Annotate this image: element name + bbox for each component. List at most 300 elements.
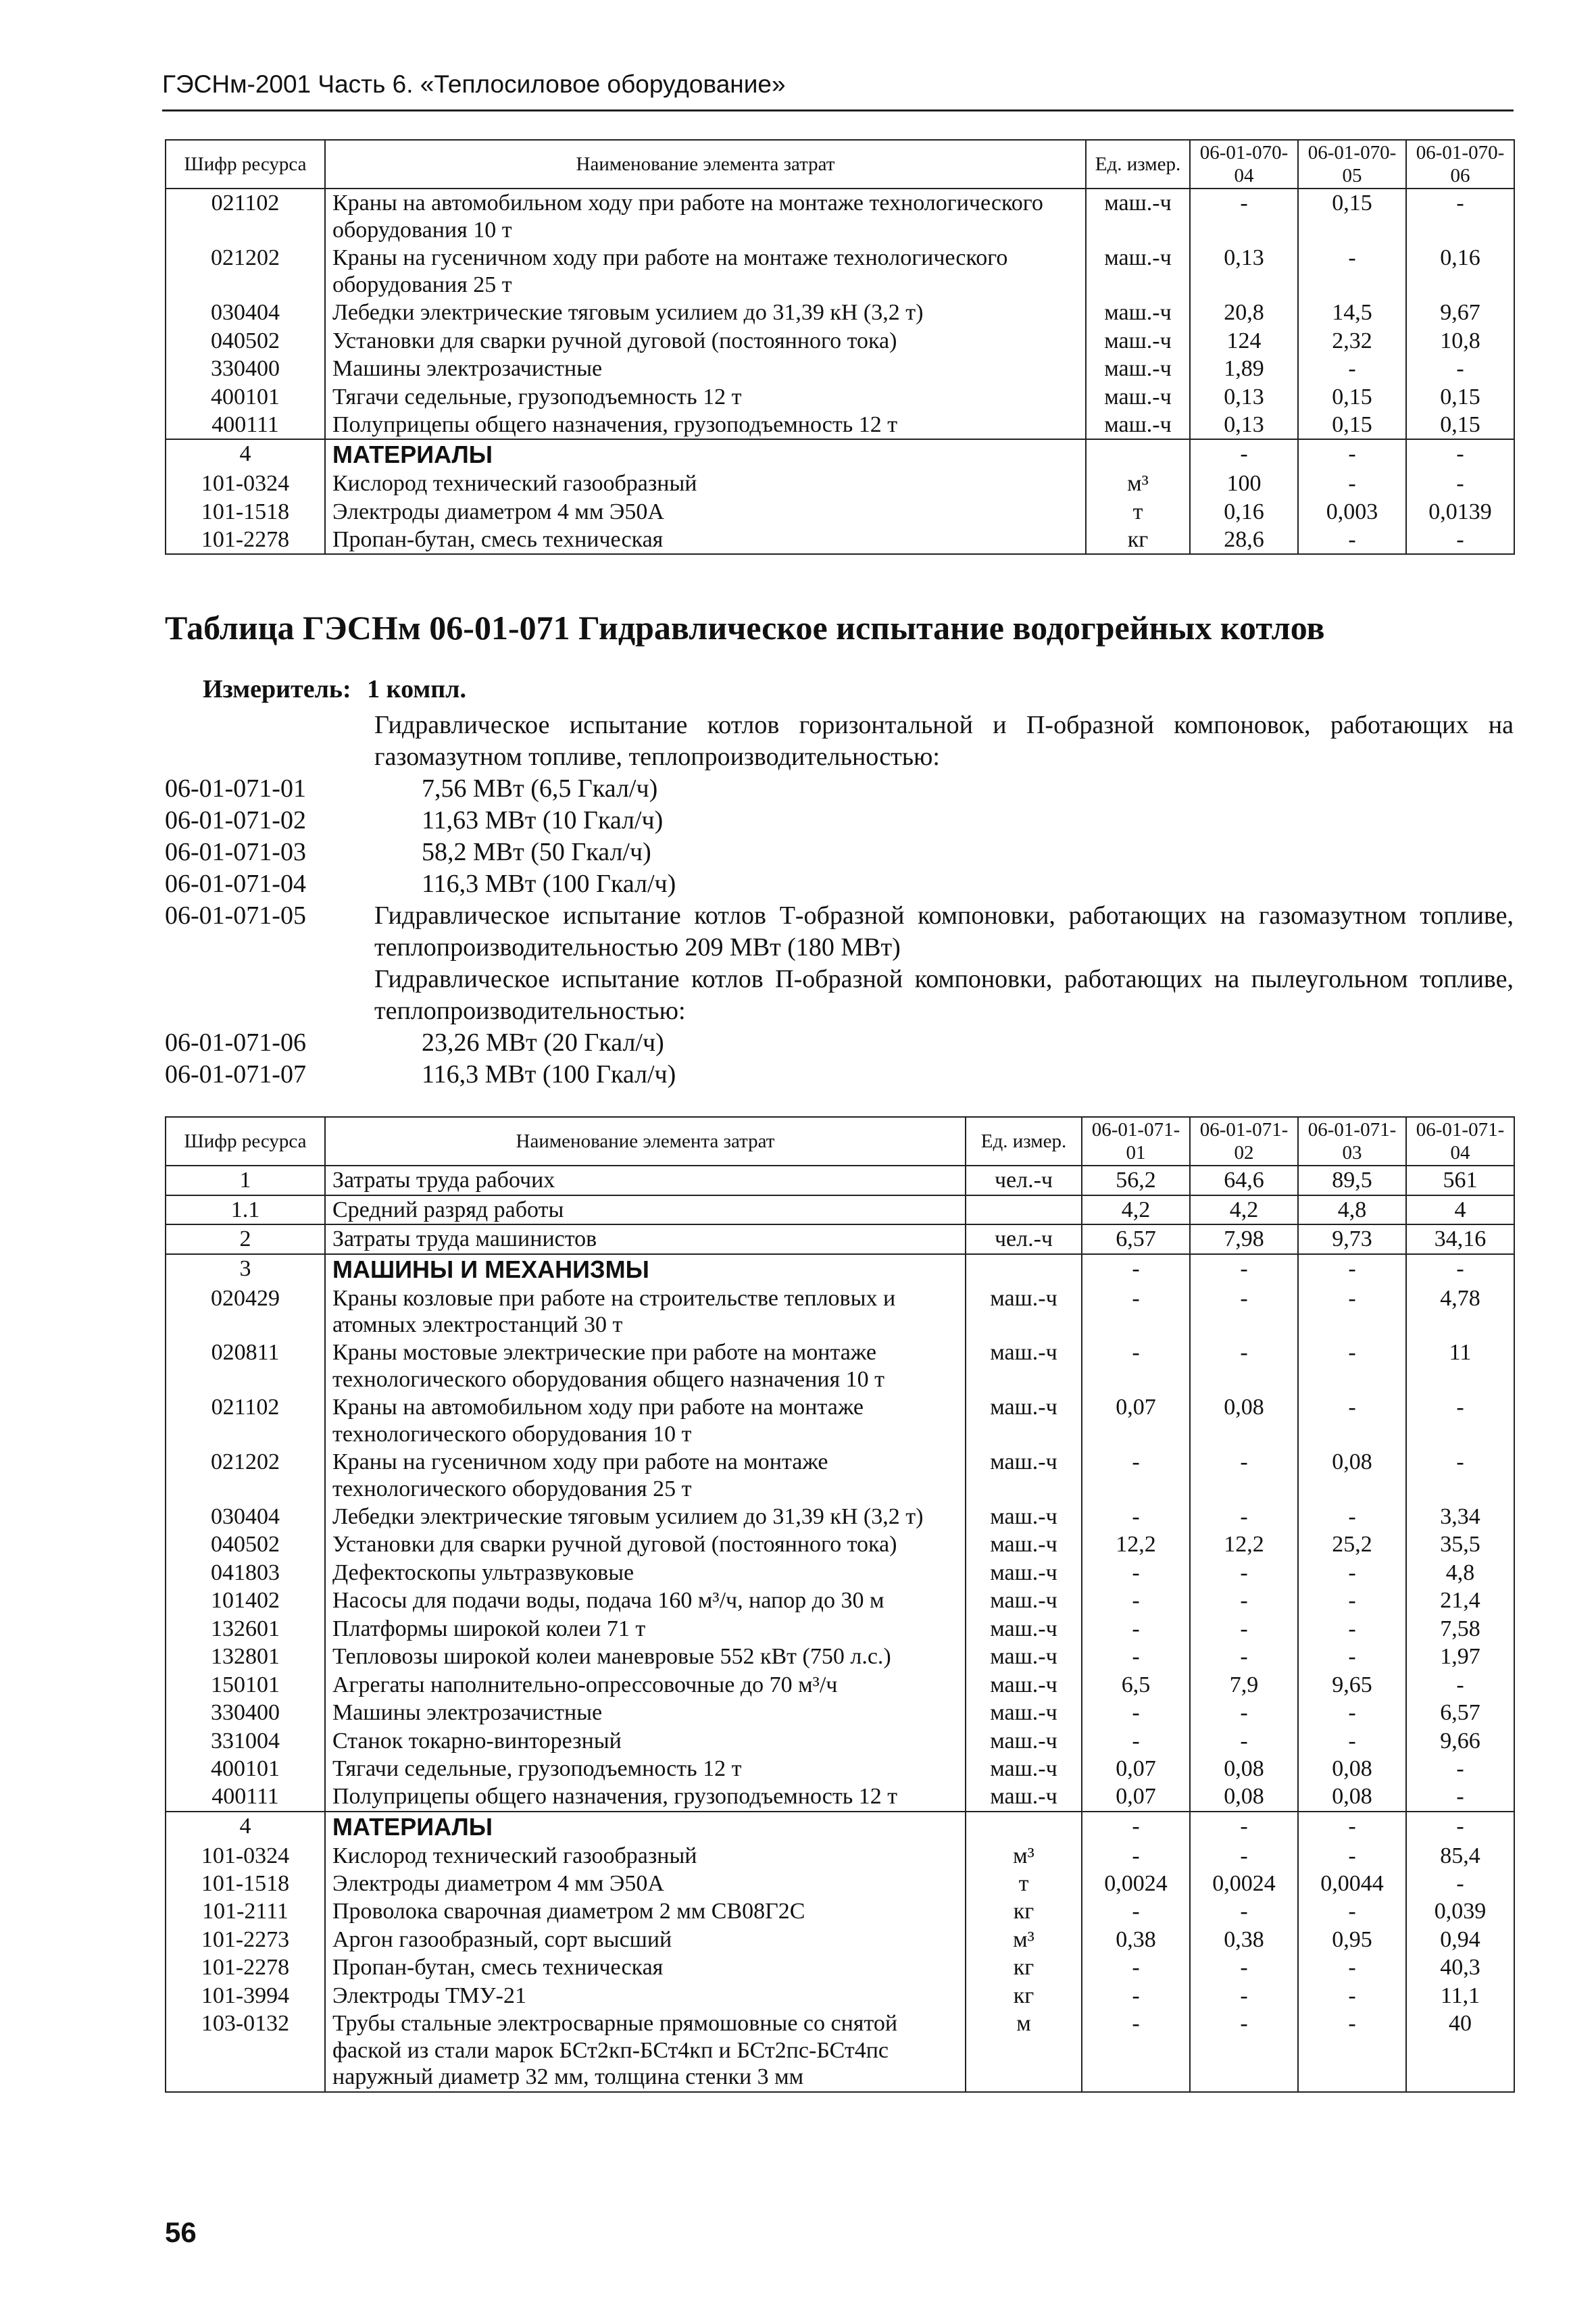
resource-name: Установки для сварки ручной дуговой (постоянного тока) <box>325 1530 966 1558</box>
table-row <box>166 1448 1514 1503</box>
resource-name: Кислород технический газообразный <box>325 1842 966 1870</box>
norm-code-item <box>165 1027 1514 1059</box>
norm-value: 1,89 <box>1190 355 1298 382</box>
norm-code: 06-01-071-04 <box>165 870 306 898</box>
norm-code <box>165 710 374 773</box>
table-title: Таблица ГЭСНм 06-01-071 Гидравлическое испытание водогрейных котлов <box>165 609 1325 647</box>
norm-value: - <box>1190 1587 1298 1614</box>
norm-value: - <box>1082 1699 1190 1726</box>
resource-code: 132601 <box>166 1615 325 1643</box>
norm-description: 11,63 МВт (10 Гкал/ч) <box>422 806 664 835</box>
resource-name: Лебедки электрические тяговым усилием до 31,39 кН (3,2 т) <box>325 1503 966 1530</box>
norm-value: 9,73 <box>1298 1224 1406 1253</box>
norm-value: 6,5 <box>1082 1671 1190 1699</box>
unit-of-measure: маш.-ч <box>966 1783 1082 1811</box>
table-row <box>166 1953 1514 1981</box>
table-row <box>166 1393 1514 1448</box>
norm-value: 21,4 <box>1406 1587 1514 1614</box>
unit-of-measure: маш.-ч <box>1086 244 1190 299</box>
resource-code: 101-1518 <box>166 1870 325 1897</box>
norm-value: 0,07 <box>1082 1755 1190 1783</box>
norm-code: 06-01-071-01 <box>165 774 306 803</box>
norm-value: - <box>1082 1643 1190 1670</box>
norm-code <box>165 964 374 1027</box>
resource-name: Лебедки электрические тяговым усилием до 31,39 кН (3,2 т) <box>325 299 1086 326</box>
norm-value: - <box>1298 1615 1406 1643</box>
norm-value: - <box>1190 1285 1298 1339</box>
table-row <box>166 526 1514 554</box>
norm-value: - <box>1082 1727 1190 1755</box>
table-header-row <box>166 1117 1514 1166</box>
unit-of-measure: маш.-ч <box>1086 189 1190 244</box>
norm-value: - <box>1190 1812 1298 1842</box>
norm-value: - <box>1298 1812 1406 1842</box>
norm-value: - <box>1190 1842 1298 1870</box>
norm-value: - <box>1298 1503 1406 1530</box>
norm-value: 0,08 <box>1190 1755 1298 1783</box>
resource-code: 030404 <box>166 1503 325 1530</box>
norm-value: - <box>1082 1587 1190 1614</box>
norm-value: 0,13 <box>1190 411 1298 439</box>
norm-value: 0,07 <box>1082 1393 1190 1448</box>
resource-code: 101-3994 <box>166 1982 325 2010</box>
norm-value: 0,94 <box>1406 1926 1514 1953</box>
unit-of-measure: маш.-ч <box>966 1448 1082 1503</box>
col-header-unit: Ед. измер. <box>1086 140 1190 189</box>
resource-name: Кислород технический газообразный <box>325 470 1086 497</box>
unit-of-measure: м³ <box>1086 470 1190 497</box>
norm-value: - <box>1082 1897 1190 1925</box>
norm-value: 0,13 <box>1190 383 1298 411</box>
resource-name: Проволока сварочная диаметром 2 мм СВ08Г2С <box>325 1897 966 1925</box>
resource-table-070 <box>165 139 1515 555</box>
table-row <box>166 244 1514 299</box>
page-number: 56 <box>165 2216 197 2248</box>
norm-value: 4,2 <box>1082 1195 1190 1224</box>
resource-code: 4 <box>166 1812 325 1842</box>
norm-code: 06-01-071-05 <box>165 901 306 930</box>
resource-name: Краны на гусеничном ходу при работе на монтаже технологического оборудования 25 т <box>325 1448 966 1503</box>
resource-code: 150101 <box>166 1671 325 1699</box>
norm-value: 56,2 <box>1082 1166 1190 1195</box>
section-row <box>166 1812 1514 1842</box>
table-row <box>166 1195 1514 1224</box>
table-row <box>166 299 1514 326</box>
resource-code: 330400 <box>166 355 325 382</box>
norm-value: - <box>1298 1953 1406 1981</box>
norm-value: - <box>1082 1842 1190 1870</box>
norm-value: 0,38 <box>1082 1926 1190 1953</box>
table-row <box>166 1285 1514 1339</box>
norm-value: 0,08 <box>1298 1448 1406 1503</box>
norm-value: 11 <box>1406 1339 1514 1393</box>
unit-of-measure: маш.-ч <box>1086 411 1190 439</box>
resource-code: 040502 <box>166 1530 325 1558</box>
resource-name: Электроды диаметром 4 мм Э50А <box>325 1870 966 1897</box>
norm-code-item <box>165 900 1514 964</box>
resource-name: Затраты труда машинистов <box>325 1224 966 1253</box>
norm-value: - <box>1190 1727 1298 1755</box>
resource-code: 400111 <box>166 411 325 439</box>
measurer-value: 1 компл. <box>367 675 466 703</box>
unit-of-measure: кг <box>966 1982 1082 2010</box>
norm-value: 0,08 <box>1190 1393 1298 1448</box>
norm-value: 9,65 <box>1298 1671 1406 1699</box>
norm-value: 0,38 <box>1190 1926 1298 1953</box>
resource-name: Дефектоскопы ультразвуковые <box>325 1559 966 1587</box>
norm-value: 1,97 <box>1406 1643 1514 1670</box>
norm-value: 3,34 <box>1406 1503 1514 1530</box>
norm-value: 4,2 <box>1190 1195 1298 1224</box>
col-header-name: Наименование элемента затрат <box>325 140 1086 189</box>
unit-of-measure: маш.-ч <box>966 1559 1082 1587</box>
norm-value: - <box>1298 1254 1406 1285</box>
norm-value: 9,67 <box>1406 299 1514 326</box>
resource-code: 1 <box>166 1166 325 1195</box>
resource-name: Агрегаты наполнительно-опрессовочные до 70 м³/ч <box>325 1671 966 1699</box>
unit-of-measure: кг <box>1086 526 1190 554</box>
norm-value: - <box>1082 1503 1190 1530</box>
norm-value: - <box>1190 1254 1298 1285</box>
resource-code: 101-2111 <box>166 1897 325 1925</box>
table-header-row <box>166 140 1514 189</box>
resource-name: Аргон газообразный, сорт высший <box>325 1926 966 1953</box>
norm-code-item <box>165 773 1514 805</box>
norm-value: 0,16 <box>1406 244 1514 299</box>
resource-name: Тепловозы широкой колеи маневровые 552 кВт (750 л.с.) <box>325 1643 966 1670</box>
resource-code: 021102 <box>166 1393 325 1448</box>
norm-value: 10,8 <box>1406 327 1514 355</box>
col-header-norm: 06-01-071-04 <box>1406 1117 1514 1166</box>
resource-code: 101-0324 <box>166 1842 325 1870</box>
unit-of-measure: маш.-ч <box>966 1587 1082 1614</box>
col-header-norm: 06-01-071-02 <box>1190 1117 1298 1166</box>
resource-name: Краны на гусеничном ходу при работе на монтаже технологического оборудования 25 т <box>325 244 1086 299</box>
unit-of-measure: м³ <box>966 1842 1082 1870</box>
unit-of-measure: т <box>966 1870 1082 1897</box>
norm-value: 0,15 <box>1406 411 1514 439</box>
resource-name: Затраты труда рабочих <box>325 1166 966 1195</box>
table-row <box>166 1671 1514 1699</box>
norm-value: 100 <box>1190 470 1298 497</box>
section-row <box>166 1254 1514 1285</box>
norm-value: 4,8 <box>1298 1195 1406 1224</box>
norm-value: 561 <box>1406 1166 1514 1195</box>
norm-value: - <box>1406 1755 1514 1783</box>
norm-description: 116,3 МВт (100 Гкал/ч) <box>422 1060 676 1089</box>
resource-name: МАТЕРИАЛЫ <box>325 1812 966 1842</box>
table-row <box>166 411 1514 439</box>
norm-value: - <box>1298 1842 1406 1870</box>
resource-code: 4 <box>166 439 325 470</box>
norm-value: - <box>1298 526 1406 554</box>
resource-code: 330400 <box>166 1699 325 1726</box>
table-row <box>166 1727 1514 1755</box>
norm-value: - <box>1190 1503 1298 1530</box>
unit-of-measure: маш.-ч <box>966 1393 1082 1448</box>
table-row <box>166 355 1514 382</box>
resource-code: 030404 <box>166 299 325 326</box>
resource-code: 400111 <box>166 1783 325 1811</box>
table-row <box>166 1926 1514 1953</box>
unit-of-measure: т <box>1086 498 1190 526</box>
unit-of-measure: маш.-ч <box>966 1530 1082 1558</box>
table-row <box>166 327 1514 355</box>
norm-value: - <box>1298 355 1406 382</box>
norm-value: 14,5 <box>1298 299 1406 326</box>
norm-value: 0,16 <box>1190 498 1298 526</box>
norm-value: - <box>1082 1448 1190 1503</box>
resource-name: МАТЕРИАЛЫ <box>325 439 1086 470</box>
norm-value: 28,6 <box>1190 526 1298 554</box>
norm-value: 34,16 <box>1406 1224 1514 1253</box>
norm-code: 06-01-071-03 <box>165 838 306 866</box>
norm-value: - <box>1298 1285 1406 1339</box>
resource-name: Насосы для подачи воды, подача 160 м³/ч, напор до 30 м <box>325 1587 966 1614</box>
col-header-norm: 06-01-070-04 <box>1190 140 1298 189</box>
resource-code: 101-2273 <box>166 1926 325 1953</box>
norm-value: - <box>1082 1953 1190 1981</box>
section-row <box>166 439 1514 470</box>
resource-code: 101-2278 <box>166 526 325 554</box>
norm-value: 6,57 <box>1082 1224 1190 1253</box>
norm-value: - <box>1082 1982 1190 2010</box>
resource-code: 103-0132 <box>166 2010 325 2091</box>
norm-value: - <box>1082 2010 1190 2091</box>
resource-code: 020429 <box>166 1285 325 1339</box>
norm-code-item <box>165 1059 1514 1091</box>
norm-value: - <box>1406 1870 1514 1897</box>
unit-of-measure: маш.-ч <box>1086 299 1190 326</box>
norm-value: 40,3 <box>1406 1953 1514 1981</box>
resource-code: 101402 <box>166 1587 325 1614</box>
norm-value: - <box>1298 1699 1406 1726</box>
resource-name: Электроды диаметром 4 мм Э50А <box>325 498 1086 526</box>
norm-value: - <box>1406 1812 1514 1842</box>
norm-value: 2,32 <box>1298 327 1406 355</box>
table-row <box>166 1559 1514 1587</box>
resource-code: 021202 <box>166 1448 325 1503</box>
norm-code-item <box>165 710 1514 773</box>
unit-of-measure: маш.-ч <box>966 1671 1082 1699</box>
norm-description: 23,26 МВт (20 Гкал/ч) <box>422 1028 664 1057</box>
resource-name: Средний разряд работы <box>325 1195 966 1224</box>
resource-code: 2 <box>166 1224 325 1253</box>
norm-value: - <box>1406 1783 1514 1811</box>
table-row <box>166 1870 1514 1897</box>
norm-value: 0,15 <box>1298 411 1406 439</box>
norm-value: - <box>1190 1897 1298 1925</box>
col-header-code: Шифр ресурса <box>166 140 325 189</box>
norm-value: 11,1 <box>1406 1982 1514 2010</box>
resource-code: 021202 <box>166 244 325 299</box>
norm-value: - <box>1190 1559 1298 1587</box>
norm-value: 9,66 <box>1406 1727 1514 1755</box>
norm-value: 7,58 <box>1406 1615 1514 1643</box>
norm-value: - <box>1406 189 1514 244</box>
table-row <box>166 1755 1514 1783</box>
norm-value: 0,003 <box>1298 498 1406 526</box>
resource-code: 101-1518 <box>166 498 325 526</box>
norm-value: 7,98 <box>1190 1224 1298 1253</box>
resource-name: Электроды ТМУ-21 <box>325 1982 966 2010</box>
norm-value: - <box>1298 1982 1406 2010</box>
resource-name: Станок токарно-винторезный <box>325 1727 966 1755</box>
resource-name: Машины электрозачистные <box>325 1699 966 1726</box>
table-row <box>166 1615 1514 1643</box>
table-row <box>166 189 1514 244</box>
resource-name: Краны на автомобильном ходу при работе на монтаже технологического оборудования 10 т <box>325 1393 966 1448</box>
unit-of-measure: маш.-ч <box>966 1643 1082 1670</box>
norm-value: - <box>1406 1671 1514 1699</box>
unit-of-measure <box>966 1195 1082 1224</box>
running-header: ГЭСНм-2001 Часть 6. «Теплосиловое оборудование» <box>162 70 1514 111</box>
resource-code: 331004 <box>166 1727 325 1755</box>
norm-value: 0,07 <box>1082 1783 1190 1811</box>
resource-name: Тягачи седельные, грузоподъемность 12 т <box>325 383 1086 411</box>
norm-value: 0,039 <box>1406 1897 1514 1925</box>
norm-value: 20,8 <box>1190 299 1298 326</box>
norm-value: - <box>1190 1643 1298 1670</box>
norm-value: 85,4 <box>1406 1842 1514 1870</box>
norm-description: Гидравлическое испытание котлов Т-образной компоновки, работающих на газомазутном топливе, теплопроизводительностью 209 МВт (180 МВт) <box>374 901 1514 962</box>
unit-of-measure: маш.-ч <box>966 1503 1082 1530</box>
resource-code: 040502 <box>166 327 325 355</box>
norm-value: 12,2 <box>1082 1530 1190 1558</box>
resource-name: Краны козловые при работе на строительстве тепловых и атомных электростанций 30 т <box>325 1285 966 1339</box>
table-row <box>166 1224 1514 1253</box>
resource-code: 132801 <box>166 1643 325 1670</box>
resource-code: 400101 <box>166 1755 325 1783</box>
norm-value: - <box>1298 1339 1406 1393</box>
table-row <box>166 1166 1514 1195</box>
resource-name: Трубы стальные электросварные прямошовные со снятой фаской из стали марок БСт2кп-БСт4кп и БСт2пс-БСт4пс наружный диаметр 32 мм, толщина стенки 3 мм <box>325 2010 966 2091</box>
table-row <box>166 1339 1514 1393</box>
unit-of-measure <box>1086 439 1190 470</box>
resource-name: Установки для сварки ручной дуговой (постоянного тока) <box>325 327 1086 355</box>
norm-value: - <box>1298 1587 1406 1614</box>
norm-value: - <box>1406 526 1514 554</box>
resource-name: Машины электрозачистные <box>325 355 1086 382</box>
resource-name: Полуприцепы общего назначения, грузоподъемность 12 т <box>325 411 1086 439</box>
norm-value: - <box>1406 470 1514 497</box>
col-header-code: Шифр ресурса <box>166 1117 325 1166</box>
norm-description: Гидравлическое испытание котлов горизонтальной и П-образной компоновок, работающих на газомазутном топливе, теплопроизводительностью: <box>374 711 1514 771</box>
resource-code: 1.1 <box>166 1195 325 1224</box>
unit-of-measure: маш.-ч <box>966 1339 1082 1393</box>
unit-of-measure: маш.-ч <box>966 1755 1082 1783</box>
unit-of-measure: чел.-ч <box>966 1166 1082 1195</box>
table-row <box>166 1783 1514 1811</box>
unit-of-measure: кг <box>966 1953 1082 1981</box>
norm-value: - <box>1298 1897 1406 1925</box>
col-header-name: Наименование элемента затрат <box>325 1117 966 1166</box>
norm-value: - <box>1406 1393 1514 1448</box>
resource-name: Платформы широкой колеи 71 т <box>325 1615 966 1643</box>
norm-value: 35,5 <box>1406 1530 1514 1558</box>
table-row <box>166 1897 1514 1925</box>
norm-value: - <box>1190 2010 1298 2091</box>
norm-description: Гидравлическое испытание котлов П-образной компоновки, работающих на пылеугольном топливе, теплопроизводительностью: <box>374 965 1514 1025</box>
table-row <box>166 1503 1514 1530</box>
table-row <box>166 1587 1514 1614</box>
norm-value: 6,57 <box>1406 1699 1514 1726</box>
norm-value: 0,95 <box>1298 1926 1406 1953</box>
norm-value: 7,9 <box>1190 1671 1298 1699</box>
table-row <box>166 1982 1514 2010</box>
norm-value: - <box>1190 189 1298 244</box>
norm-value: - <box>1082 1285 1190 1339</box>
norm-value: 0,0024 <box>1190 1870 1298 1897</box>
unit-of-measure: м³ <box>966 1926 1082 1953</box>
norm-description: 116,3 МВт (100 Гкал/ч) <box>422 870 676 898</box>
norm-value: - <box>1190 1339 1298 1393</box>
norm-value: - <box>1298 1727 1406 1755</box>
unit-of-measure: кг <box>966 1897 1082 1925</box>
resource-name: Полуприцепы общего назначения, грузоподъемность 12 т <box>325 1783 966 1811</box>
norm-value: 64,6 <box>1190 1166 1298 1195</box>
unit-of-measure: маш.-ч <box>1086 327 1190 355</box>
norm-value: 89,5 <box>1298 1166 1406 1195</box>
norm-value: - <box>1082 1254 1190 1285</box>
col-header-unit: Ед. измер. <box>966 1117 1082 1166</box>
norm-value: - <box>1190 1448 1298 1503</box>
resource-code: 3 <box>166 1254 325 1285</box>
norm-value: - <box>1298 1643 1406 1670</box>
table-row <box>166 1842 1514 1870</box>
table-row <box>166 2010 1514 2091</box>
table-row <box>166 470 1514 497</box>
norm-value: 0,15 <box>1298 383 1406 411</box>
table-row <box>166 1530 1514 1558</box>
norm-value: - <box>1082 1812 1190 1842</box>
col-header-norm: 06-01-071-01 <box>1082 1117 1190 1166</box>
norm-code-item <box>165 964 1514 1027</box>
unit-of-measure: маш.-ч <box>1086 383 1190 411</box>
norm-value: 40 <box>1406 2010 1514 2091</box>
norm-value: - <box>1406 439 1514 470</box>
unit-of-measure: маш.-ч <box>966 1615 1082 1643</box>
unit-of-measure: маш.-ч <box>966 1699 1082 1726</box>
norm-code-item <box>165 805 1514 837</box>
resource-name: МАШИНЫ И МЕХАНИЗМЫ <box>325 1254 966 1285</box>
measurer-line <box>203 674 466 704</box>
resource-code: 020811 <box>166 1339 325 1393</box>
resource-code: 041803 <box>166 1559 325 1587</box>
col-header-norm: 06-01-070-05 <box>1298 140 1406 189</box>
resource-code: 021102 <box>166 189 325 244</box>
norm-value: - <box>1298 470 1406 497</box>
norm-value: 0,08 <box>1298 1783 1406 1811</box>
norm-value: 0,08 <box>1298 1755 1406 1783</box>
norm-value: - <box>1082 1339 1190 1393</box>
col-header-norm: 06-01-070-06 <box>1406 140 1514 189</box>
norm-value: 0,0139 <box>1406 498 1514 526</box>
norm-value: 0,08 <box>1190 1783 1298 1811</box>
table-row <box>166 498 1514 526</box>
norm-value: - <box>1298 1559 1406 1587</box>
norm-value: 4,8 <box>1406 1559 1514 1587</box>
norm-code: 06-01-071-06 <box>165 1028 306 1057</box>
norm-description: 7,56 МВт (6,5 Гкал/ч) <box>422 774 658 803</box>
norm-value: - <box>1082 1615 1190 1643</box>
norm-value: 124 <box>1190 327 1298 355</box>
norm-value: - <box>1190 1982 1298 2010</box>
norm-value: - <box>1082 1559 1190 1587</box>
norm-value: 4 <box>1406 1195 1514 1224</box>
norm-value: 0,15 <box>1298 189 1406 244</box>
unit-of-measure: чел.-ч <box>966 1224 1082 1253</box>
